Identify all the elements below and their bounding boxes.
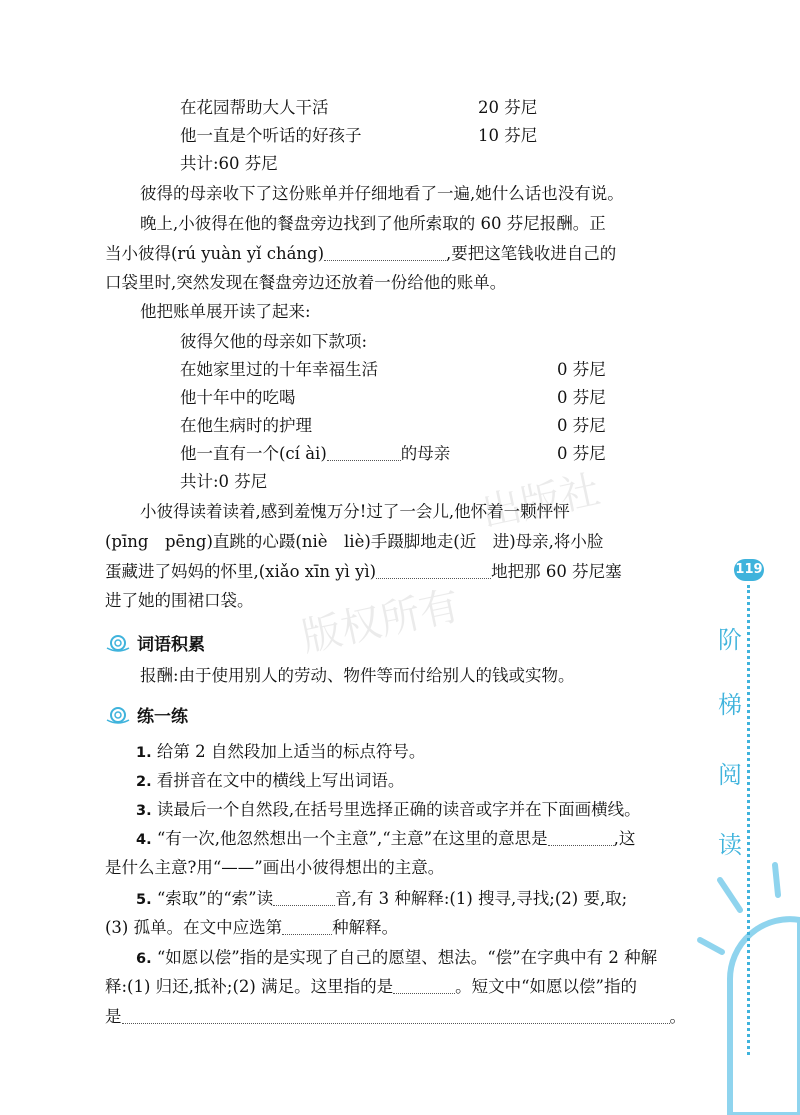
paragraph-2-line-3: 口袋里时,突然发现在餐盘旁边还放着一份给他的账单。 [105, 273, 507, 292]
bill2-item-1: 在她家里过的十年幸福生活 [180, 360, 378, 379]
watermark-line-2: 版权所有 [297, 582, 464, 662]
vocab-definition: 报酬:由于使用别人的劳动、物件等而付给别人的钱或实物。 [140, 666, 575, 685]
bill2-header: 彼得欠他的母亲如下款项: [180, 332, 368, 351]
question-6-text-e: 。 [669, 1007, 686, 1026]
bill2-item-3: 在他生病时的护理 [180, 416, 312, 435]
question-6-text-a: “如愿以偿”指的是实现了自己的愿望、想法。“偿”在字典中有 2 种解 [156, 948, 658, 967]
answer-blank-q5-choice[interactable] [282, 916, 332, 935]
question-6 [136, 946, 657, 971]
question-2-number: 2. [136, 774, 152, 790]
question-3-text: 读最后一个自然段,在括号里选择正确的读音或字并在下面画横线。 [156, 800, 641, 819]
bill2-item-4-text-a: 他一直有一个(cí ài) [180, 444, 327, 463]
paragraph-2-text-a: 当小彼得(rú yuàn yǐ cháng) [105, 244, 325, 263]
question-2 [136, 769, 404, 794]
bill1-item-1: 在花园帮助大人干活 [180, 98, 329, 117]
bill1-total: 共计:60 芬尼 [180, 154, 278, 173]
paragraph-4-line-3 [105, 560, 622, 584]
question-2-text: 看拼音在文中的横线上写出词语。 [156, 771, 405, 790]
page-number: 119 [734, 559, 764, 581]
paragraph-3: 他把账单展开读了起来: [140, 302, 311, 321]
question-6-line-2 [105, 975, 637, 999]
question-3 [136, 798, 641, 823]
bill2-amount-3: 0 芬尼 [557, 416, 606, 435]
question-4-text-a: “有一次,他忽然想出一个主意”,“主意”在这里的意思是 [156, 829, 548, 848]
question-4-text-b: ,这 [613, 829, 636, 848]
question-5-line-2 [105, 916, 398, 940]
bill2-item-2: 他十年中的吃喝 [180, 388, 296, 407]
paragraph-2-text-b: ,要把这笔钱收进自己的 [446, 244, 617, 263]
question-6-line-3 [105, 1005, 686, 1029]
bill2-amount-1: 0 芬尼 [557, 360, 606, 379]
side-title-char-4: 读 [718, 831, 742, 859]
bill1-amount-2: 10 芬尼 [478, 126, 538, 145]
question-5 [136, 887, 627, 912]
question-5-text-a: “索取”的“索”读 [156, 889, 274, 908]
question-5-number: 5. [136, 892, 152, 908]
bill2-amount-4: 0 芬尼 [557, 444, 606, 463]
practice-title-text: 练一练 [137, 707, 188, 727]
question-6-text-c: 。短文中“如愿以偿”指的 [455, 977, 637, 996]
answer-blank-ciai[interactable] [327, 442, 401, 461]
swirl-icon [105, 634, 131, 652]
question-6-text-b: 释:(1) 归还,抵补;(2) 满足。这里指的是 [105, 977, 394, 996]
question-5-text-c: (3) 孤单。在文中应选第 [105, 918, 283, 937]
paragraph-2-line-2 [105, 242, 616, 266]
paragraph-4-line-2: (pīng pēng)直跳的心蹑(niè liè)手蹑脚地走(近 进)母亲,将小脸 [105, 532, 604, 551]
bill2-item-4 [180, 442, 450, 466]
answer-blank-xiaoxinyiyi[interactable] [376, 560, 491, 579]
dotted-divider [747, 585, 750, 1055]
question-6-text-d: 是 [105, 1007, 122, 1026]
question-1-text: 给第 2 自然段加上适当的标点符号。 [156, 742, 426, 761]
vocab-title-text: 词语积累 [137, 635, 205, 655]
answer-blank-q4[interactable] [548, 827, 614, 846]
question-5-text-b: 音,有 3 种解释:(1) 搜寻,寻找;(2) 要,取; [335, 889, 628, 908]
watermark-line-1: 出版社 [477, 466, 605, 537]
sun-decoration-icon [690, 860, 800, 1115]
side-title-char-1: 阶 [718, 626, 742, 654]
paragraph-4-text-a: 蛋藏进了妈妈的怀里,(xiǎo xīn yì yì) [105, 562, 377, 581]
bill2-total: 共计:0 芬尼 [180, 472, 268, 491]
vocab-section-title [105, 630, 205, 655]
bill1-item-2: 他一直是个听话的好孩子 [180, 126, 362, 145]
question-4-number: 4. [136, 832, 152, 848]
bill1-amount-1: 20 芬尼 [478, 98, 538, 117]
paragraph-4-text-b: 地把那 60 芬尼塞 [491, 562, 622, 581]
answer-blank-q6-meaning[interactable] [393, 975, 455, 994]
question-5-text-d: 种解释。 [332, 918, 399, 937]
paragraph-4-line-4: 进了她的围裙口袋。 [105, 591, 254, 610]
paragraph-4-line-1: 小彼得读着读着,感到羞愧万分!过了一会儿,他怀着一颗怦怦 [140, 502, 570, 521]
question-4 [136, 827, 635, 852]
question-4-line-2: 是什么主意?用“——”画出小彼得想出的主意。 [105, 858, 445, 877]
answer-blank-q6-explain[interactable] [122, 1005, 670, 1024]
question-1 [136, 740, 425, 765]
side-title-char-3: 阅 [718, 761, 742, 789]
answer-blank-q5-sound[interactable] [273, 887, 335, 906]
question-3-number: 3. [136, 803, 152, 819]
swirl-icon [105, 706, 131, 724]
answer-blank-ruyuanyichang[interactable] [324, 242, 446, 261]
question-1-number: 1. [136, 745, 152, 761]
bill2-amount-2: 0 芬尼 [557, 388, 606, 407]
paragraph-1: 彼得的母亲收下了这份账单并仔细地看了一遍,她什么话也没有说。 [140, 184, 624, 203]
practice-section-title [105, 702, 188, 727]
bill2-item-4-text-b: 的母亲 [400, 444, 451, 463]
paragraph-2-line-1: 晚上,小彼得在他的餐盘旁边找到了他所索取的 60 芬尼报酬。正 [140, 214, 606, 233]
side-title-char-2: 梯 [718, 691, 742, 719]
question-6-number: 6. [136, 951, 152, 967]
